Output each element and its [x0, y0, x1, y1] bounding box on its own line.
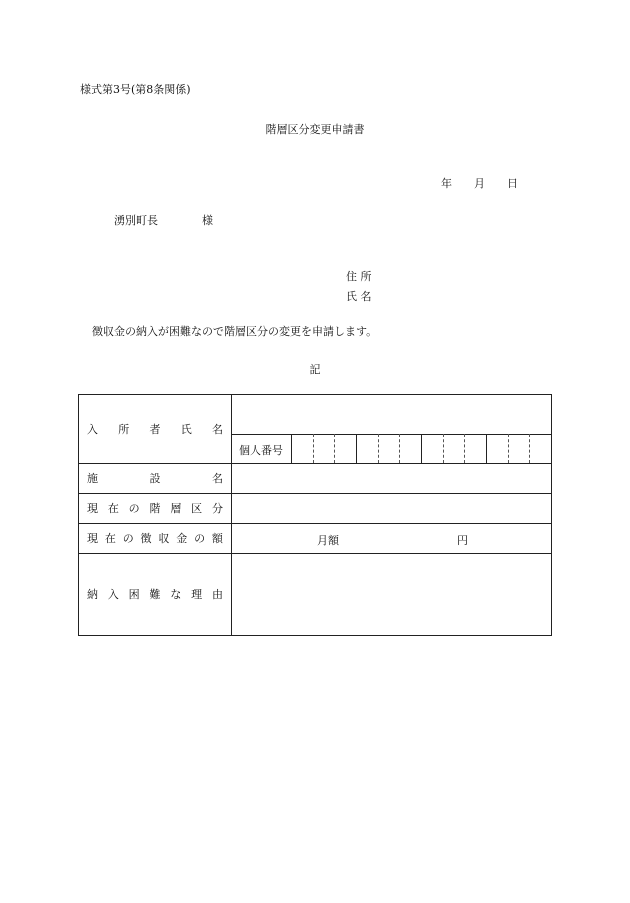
monthly-amount-label: 月額 [317, 534, 339, 547]
reason-field[interactable] [232, 554, 551, 635]
monthly-amount-field[interactable] [351, 524, 451, 553]
personal-number-digit-box[interactable] [335, 435, 356, 463]
month-label: 月 [474, 177, 485, 190]
label-char: の [122, 532, 134, 545]
ki-label: 記 [309, 363, 321, 376]
applicant-name-label: 氏 名 [346, 290, 372, 303]
personal-number-digit-box[interactable] [465, 435, 486, 463]
label-char: の [194, 532, 206, 545]
label-char: 困 [128, 588, 140, 601]
label-char: 氏 [180, 423, 192, 436]
personal-number-digit-box[interactable] [400, 435, 421, 463]
label-char: の [128, 502, 140, 515]
label-char: 入 [107, 588, 119, 601]
label-char: 難 [149, 588, 161, 601]
label-char: 現 [87, 532, 98, 545]
label-current-tier [79, 493, 231, 523]
year-label: 年 [441, 177, 452, 190]
applicant-address-label: 住 所 [346, 270, 372, 283]
label-char: 設 [149, 472, 161, 485]
label-char: 収 [158, 532, 170, 545]
label-char: 由 [211, 588, 223, 601]
current-tier-field[interactable] [232, 494, 551, 523]
label-char: 徴 [140, 532, 152, 545]
personal-number-label: 個人番号 [239, 444, 283, 457]
date-line [441, 175, 518, 191]
personal-number-digit-box[interactable] [314, 435, 335, 463]
request-statement: 徴収金の納入が困難なので階層区分の変更を申請します。 [92, 325, 378, 338]
personal-number-digit-box[interactable] [422, 435, 443, 463]
addressee-honorific: 様 [202, 214, 213, 227]
facility-name-field[interactable] [232, 464, 551, 493]
label-char: 分 [211, 502, 223, 515]
label-char: 所 [118, 423, 130, 436]
personal-number-digit-box[interactable] [530, 435, 551, 463]
label-char: 現 [87, 502, 98, 515]
label-char: 在 [107, 502, 119, 515]
personal-number-digit-box[interactable] [357, 435, 378, 463]
form-number: 様式第3号(第8条関係) [80, 83, 191, 96]
label-char: な [170, 588, 182, 601]
label-char: 理 [191, 588, 203, 601]
personal-number-digit-box[interactable] [509, 435, 530, 463]
label-facility-name [79, 463, 231, 493]
label-char: 在 [104, 532, 116, 545]
addressee-name: 湧別町長 [114, 214, 158, 227]
label-char: 金 [176, 532, 188, 545]
label-char: 区 [191, 502, 203, 515]
personal-number-digit-box[interactable] [379, 435, 400, 463]
personal-number-digit-box[interactable] [444, 435, 465, 463]
personal-number-digit-box[interactable] [487, 435, 508, 463]
label-char: 入 [87, 423, 98, 436]
label-char: 者 [149, 423, 161, 436]
yen-label: 円 [457, 534, 468, 547]
document-title: 階層区分変更申請書 [265, 123, 365, 136]
label-char: 名 [212, 472, 223, 485]
label-payment-difficulty-reason [79, 553, 231, 635]
label-char: 名 [212, 423, 223, 436]
label-char: 層 [170, 502, 182, 515]
label-char: 施 [87, 472, 98, 485]
addressee [114, 212, 213, 228]
resident-name-field[interactable] [232, 395, 551, 434]
label-char: 納 [87, 588, 98, 601]
personal-number-digit-box[interactable] [292, 435, 313, 463]
label-char: 階 [149, 502, 161, 515]
label-char: 額 [211, 532, 223, 545]
label-resident-name [79, 395, 231, 463]
application-table [78, 394, 552, 636]
label-current-fee-amount [79, 523, 231, 553]
day-label: 日 [507, 177, 518, 190]
